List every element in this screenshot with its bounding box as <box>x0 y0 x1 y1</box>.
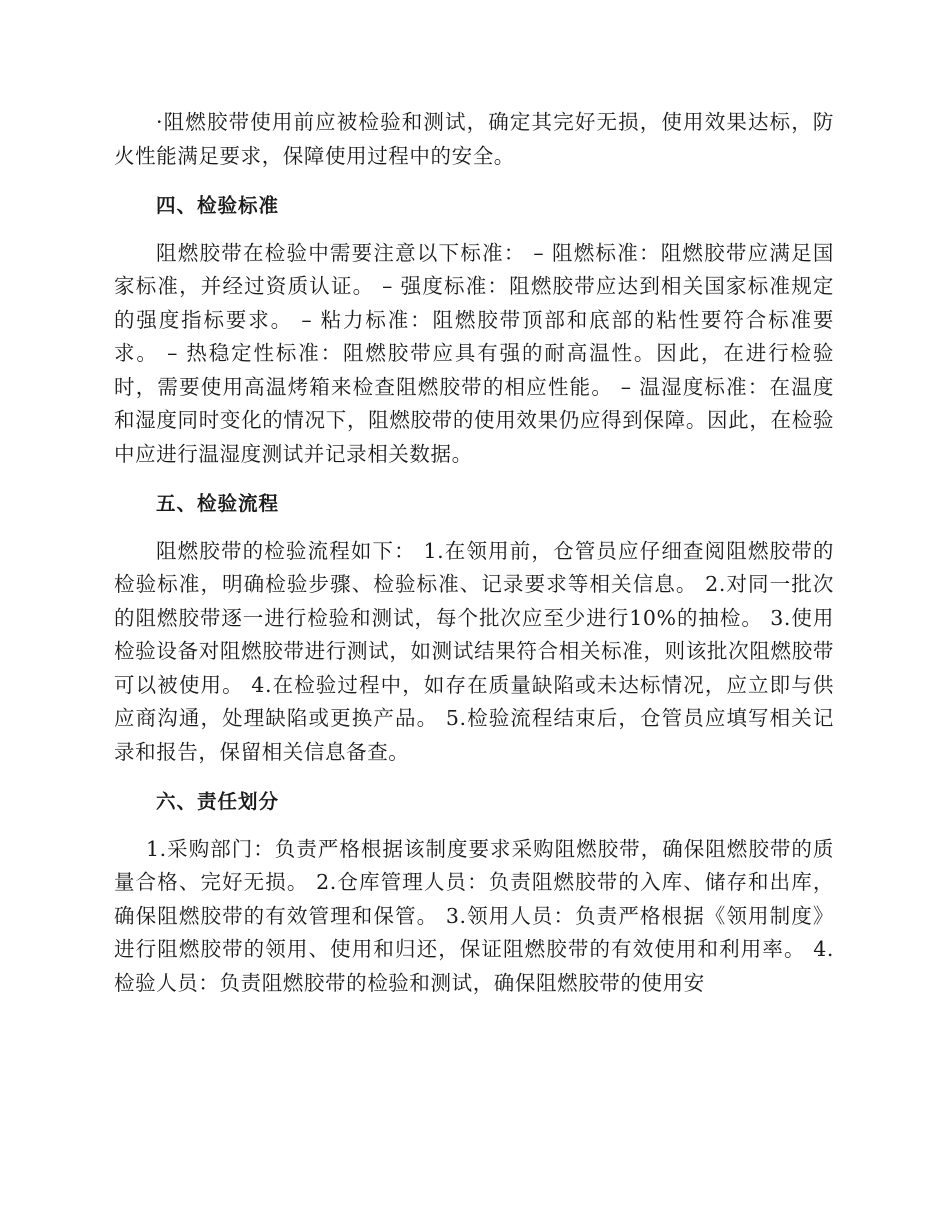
responsibilities-paragraph: 1.采购部门：负责严格根据该制度要求采购阻燃胶带，确保阻燃胶带的质量合格、完好无损。 2.仓库管理人员：负责阻燃胶带的入库、储存和出库，确保阻燃胶带的有效管理和保管。 3.领用人员：负责严格根据《领用制度》进行阻燃胶带的领用、使用和归还，保证阻燃胶带的有效使用和利用率。 4.检验人员：负责阻燃胶带的检验和测试，确保阻燃胶带的使用安 <box>114 836 834 995</box>
section-heading-inspection-standards: 四、检验标准 <box>156 194 280 217</box>
section-heading-responsibilities: 六、责任划分 <box>156 790 280 813</box>
inspection-standards-paragraph: 阻燃胶带在检验中需要注意以下标准： – 阻燃标准：阻燃胶带应满足国家标准，并经过资质认证。 – 强度标准：阻燃胶带应达到相关国家标准规定的强度指标要求。 – 粘力标准：阻燃胶带顶部和底部的粘性要符合标准要求。 – 热稳定性标准：阻燃胶带应具有强的耐高温性。因此，在进行检验时，需要使用高温烤箱来检查阻燃胶带的相应性能。 – 温湿度标准：在温度和湿度同时变化的情况下，阻燃胶带的使用效果仍应得到保障。因此，在检验中应进行温湿度测试并记录相关数据。 <box>114 240 834 466</box>
intro-paragraph: ·阻燃胶带使用前应被检验和测试，确定其完好无损，使用效果达标，防火性能满足要求，保障使用过程中的安全。 <box>114 110 834 168</box>
inspection-process-paragraph: 阻燃胶带的检验流程如下： 1.在领用前，仓管员应仔细查阅阻燃胶带的检验标准，明确检验步骤、检验标准、记录要求等相关信息。 2.对同一批次的阻燃胶带逐一进行检验和测试，每个批次应至少进行10%的抽检。 3.使用检验设备对阻燃胶带进行测试，如测试结果符合相关标准，则该批次阻燃胶带可以被使用。 4.在检验过程中，如存在质量缺陷或未达标情况，应立即与供应商沟通，处理缺陷或更换产品。 5.检验流程结束后，仓管员应填写相关记录和报告，保留相关信息备查。 <box>114 538 834 764</box>
section-heading-inspection-process: 五、检验流程 <box>156 492 280 515</box>
document-page <box>114 106 834 1000</box>
